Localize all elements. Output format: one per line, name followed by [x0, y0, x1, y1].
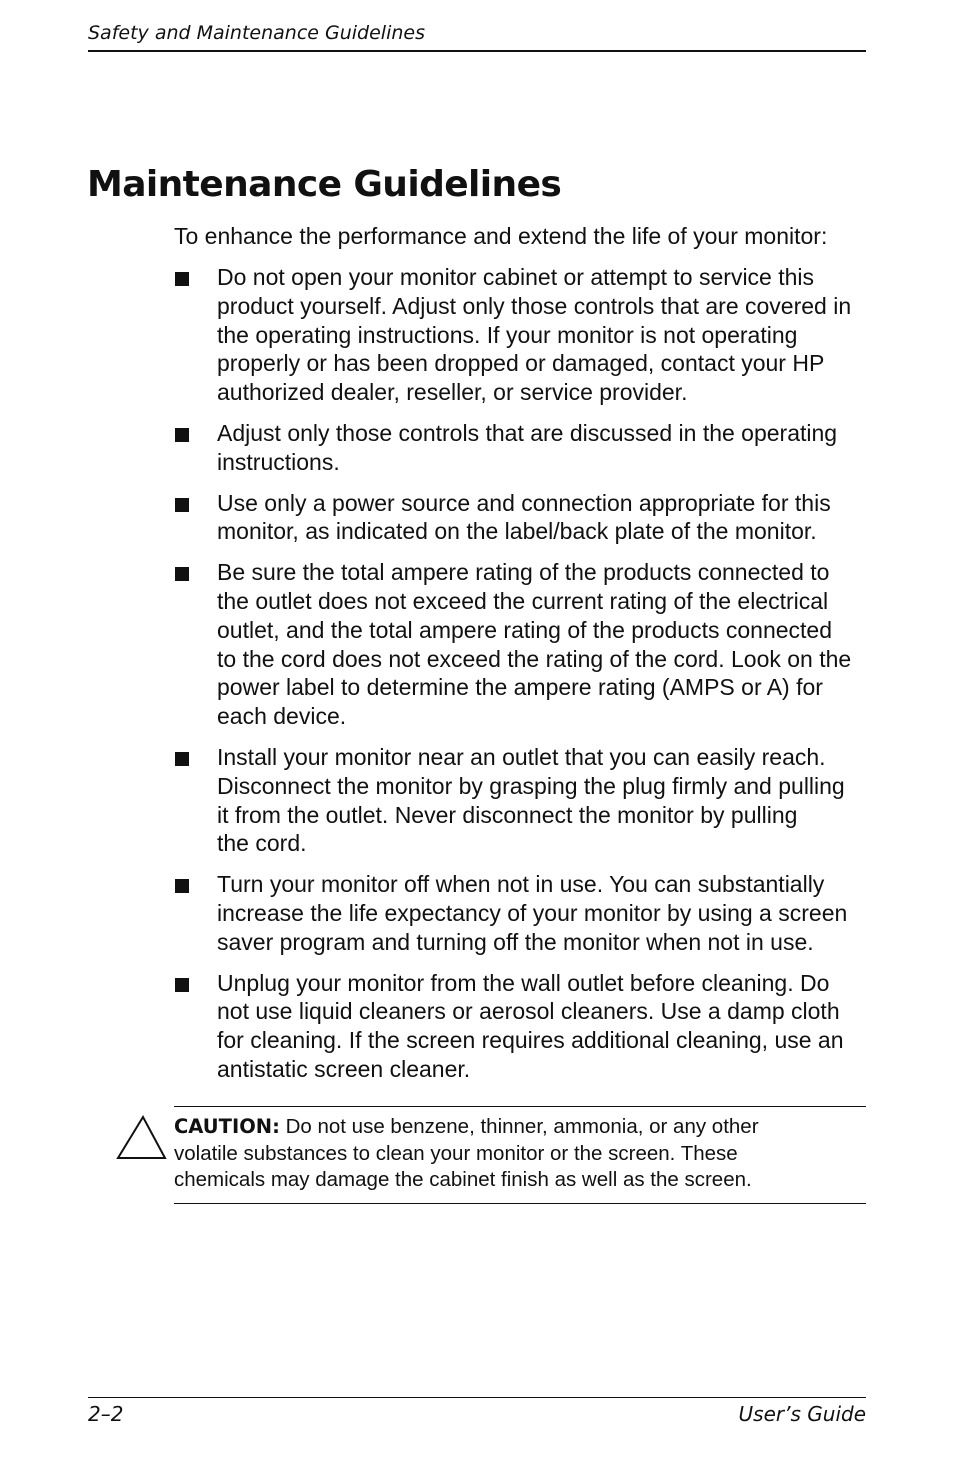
caution-top-rule	[174, 1106, 866, 1107]
caution-bottom-rule	[174, 1203, 866, 1204]
list-item-text: Do not open your monitor cabinet or attempt to service this product yourself. Adjust only those controls that are covered in the operating instructions. If your monitor is not operating properly or has been dropped or damaged, contact your HP authorized dealer, reseller, or service provider.	[217, 264, 852, 406]
bullet-square-icon	[175, 978, 189, 992]
caution-label: CAUTION:	[174, 1115, 280, 1138]
list-item	[174, 419, 874, 477]
bullet-square-icon	[175, 498, 189, 512]
list-item-text: Unplug your monitor from the wall outlet before cleaning. Do not use liquid cleaners or aerosol cleaners. Use a damp cloth for cleaning. If the screen requires additional cleaning, use an antistatic screen cleaner.	[217, 969, 844, 1082]
running-header-title: Safety and Maintenance Guidelines	[88, 22, 425, 44]
section-title: Maintenance Guidelines	[87, 164, 562, 205]
document-title: User’s Guide	[738, 1402, 866, 1426]
list-item	[174, 743, 874, 858]
intro-paragraph: To enhance the performance and extend the life of your monitor:	[174, 223, 828, 249]
list-item-text: Adjust only those controls that are discussed in the operating instructions.	[217, 419, 838, 475]
guidelines-list	[174, 263, 874, 1096]
bullet-square-icon	[175, 752, 189, 766]
caution-notice	[110, 1104, 866, 1206]
running-header	[88, 20, 866, 52]
list-item	[174, 489, 874, 547]
bullet-square-icon	[175, 272, 189, 286]
bullet-square-icon	[175, 879, 189, 893]
caution-text	[174, 1114, 864, 1194]
running-footer	[88, 1397, 866, 1432]
list-item-text: Install your monitor near an outlet that you can easily reach. Disconnect the monitor by grasping the plug firmly and pulling it from the outlet. Never disconnect the monitor by pulling the cord.	[217, 743, 845, 857]
caution-triangle-icon	[113, 1114, 167, 1162]
list-item	[174, 558, 874, 731]
list-item-text: Be sure the total ampere rating of the products connected to the outlet does not exceed the current rating of the electrical outlet, and the total ampere rating of the products connected to the cord does not exceed the rating of the cord. Look on the power label to determine the ampere rating (AMPS or A) for each device.	[217, 559, 852, 730]
list-item	[174, 263, 874, 407]
page-number: 2–2	[88, 1402, 124, 1426]
bullet-square-icon	[175, 567, 189, 581]
caution-body: Do not use benzene, thinner, ammonia, or any other volatile substances to clean your monitor or the screen. These chemicals may damage the cabinet finish as well as the screen.	[174, 1115, 759, 1192]
bullet-square-icon	[175, 428, 189, 442]
list-item-text: Use only a power source and connection appropriate for this monitor, as indicated on the label/back plate of the monitor.	[217, 489, 831, 545]
list-item-text: Turn your monitor off when not in use. You can substantially increase the life expectancy of your monitor by using a screen saver program and turning off the monitor when not in use.	[217, 871, 848, 955]
list-item	[174, 969, 874, 1084]
list-item	[174, 870, 874, 956]
